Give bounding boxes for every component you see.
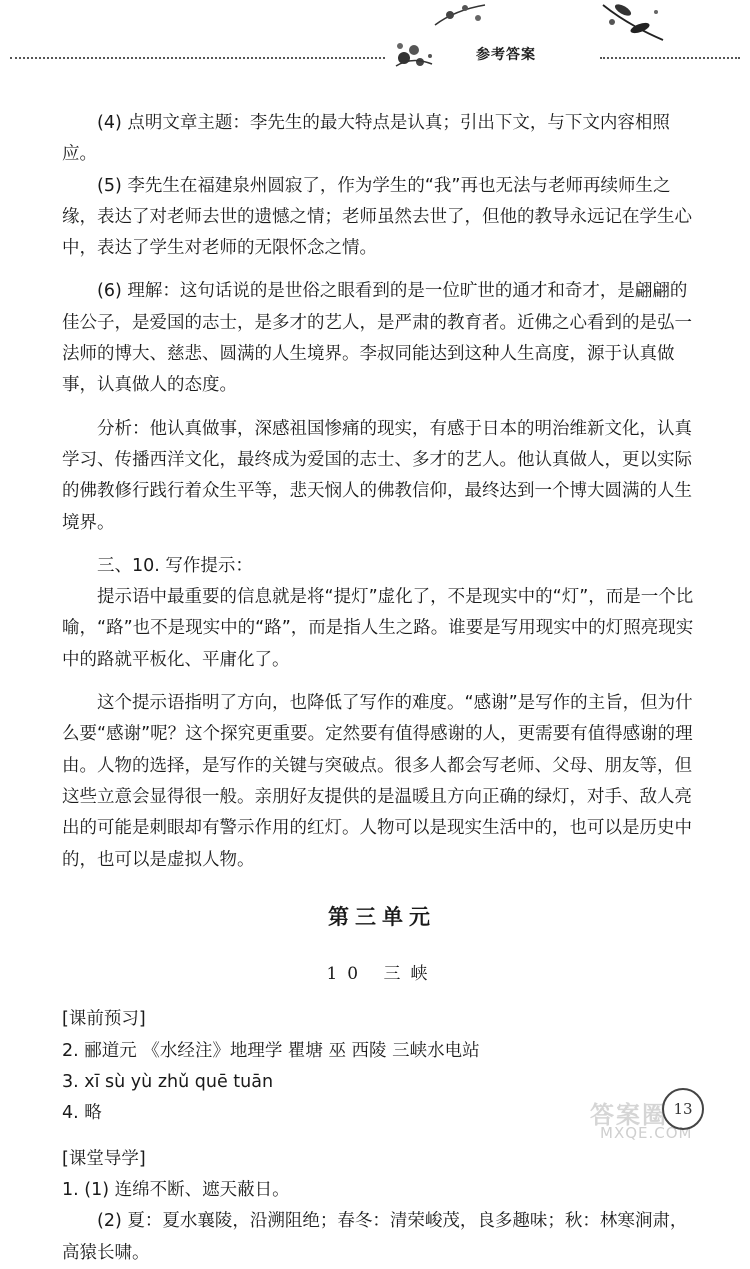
page-number: 13 (662, 1088, 704, 1130)
header-title: 参考答案 (476, 47, 536, 63)
guide-heading: [课堂导学] (62, 1148, 146, 1169)
answer-paragraph: (4) 点明文章主题：李先生的最大特点是认真；引出下文，与下文内容相照应。 (62, 113, 670, 165)
preview-item: 4. 略 (62, 1103, 102, 1124)
pinyin-item: 3. xī sù yù zhǔ quē tuān (62, 1072, 274, 1093)
unit-title: 第三单元 (328, 904, 436, 929)
guide-item: 1. (1) 连绵不断、遮天蔽日。 (62, 1179, 290, 1200)
writing-tip-paragraph: 这个提示语指明了方向，也降低了写作的难度。“感谢”是写作的主旨，但为什么要“感谢”呢？这个探究更重要。定然要有值得感谢的人，更需要有值得感谢的理由。人物的选择，是写作的关键与突破点。很多人都会写老师、父母、朋友等，但这些立意会显得很一般。亲朋好友提供的是温暖且方向正确的绿灯，对手、敌人亮出的可能是刺眼却有警示作用的红灯。人物可以是现实生活中的，也可以是历史中的，也可以是虚拟人物。 (62, 693, 693, 870)
header-dotted-rule-left (10, 57, 385, 59)
preview-item: 2. 郦道元 《水经注》地理学 瞿塘 巫 西陵 三峡水电站 (62, 1040, 480, 1061)
flower-ornament-icon (392, 36, 438, 76)
branch-ornament-icon (430, 0, 490, 30)
answer-paragraph: (6) 理解：这句话说的是世俗之眼看到的是一位旷世的通才和奇才，是翩翩的佳公子，是爱国的志士，是多才的艺人，是严肃的教育者。近佛之心看到的是弘一法师的博大、慈悲、圆满的人生境界。李叔同能达到这种人生高度，源于认真做事，认真做人的态度。 (62, 281, 692, 396)
leaf-branch-ornament-icon (598, 0, 668, 45)
preview-heading: [课前预习] (62, 1009, 146, 1030)
page-header (0, 0, 750, 80)
watermark-url: MXQE.COM (600, 1124, 693, 1142)
writing-tip-paragraph: 提示语中最重要的信息就是将“提灯”虚化了，不是现实中的“灯”，而是一个比喻，“路”也不是现实中的“路”，而是指人生之路。谁要是写用现实中的灯照亮现实中的路就平板化、平庸化了。 (62, 587, 694, 670)
analysis-paragraph: 分析：他认真做事，深感祖国惨痛的现实，有感于日本的明治维新文化，认真学习、传播西洋文化，最终成为爱国的志士、多才的艺人。他认真做人，更以实际的佛教修行践行着众生平等，悲天悯人的佛教信仰，最终达到一个博大圆满的人生境界。 (62, 418, 692, 533)
header-dotted-rule-right (600, 57, 740, 59)
section-label: 三、10. 写作提示： (97, 555, 253, 576)
watermark: 答案圈 (590, 1101, 668, 1129)
lesson-title: 10 三峡 (326, 964, 438, 985)
answer-paragraph: (5) 李先生在福建泉州圆寂了，作为学生的“我”再也无法与老师再续师生之缘，表达了对老师去世的遗憾之情；老师虽然去世了，但他的教导永远记在学生心中，表达了学生对老师的无限怀念之情。 (62, 175, 692, 259)
guide-item: (2) 夏：夏水襄陵，沿溯阻绝；春冬：清荣峻茂，良多趣味；秋：林寒涧肃，高猿长啸。 (62, 1211, 688, 1263)
